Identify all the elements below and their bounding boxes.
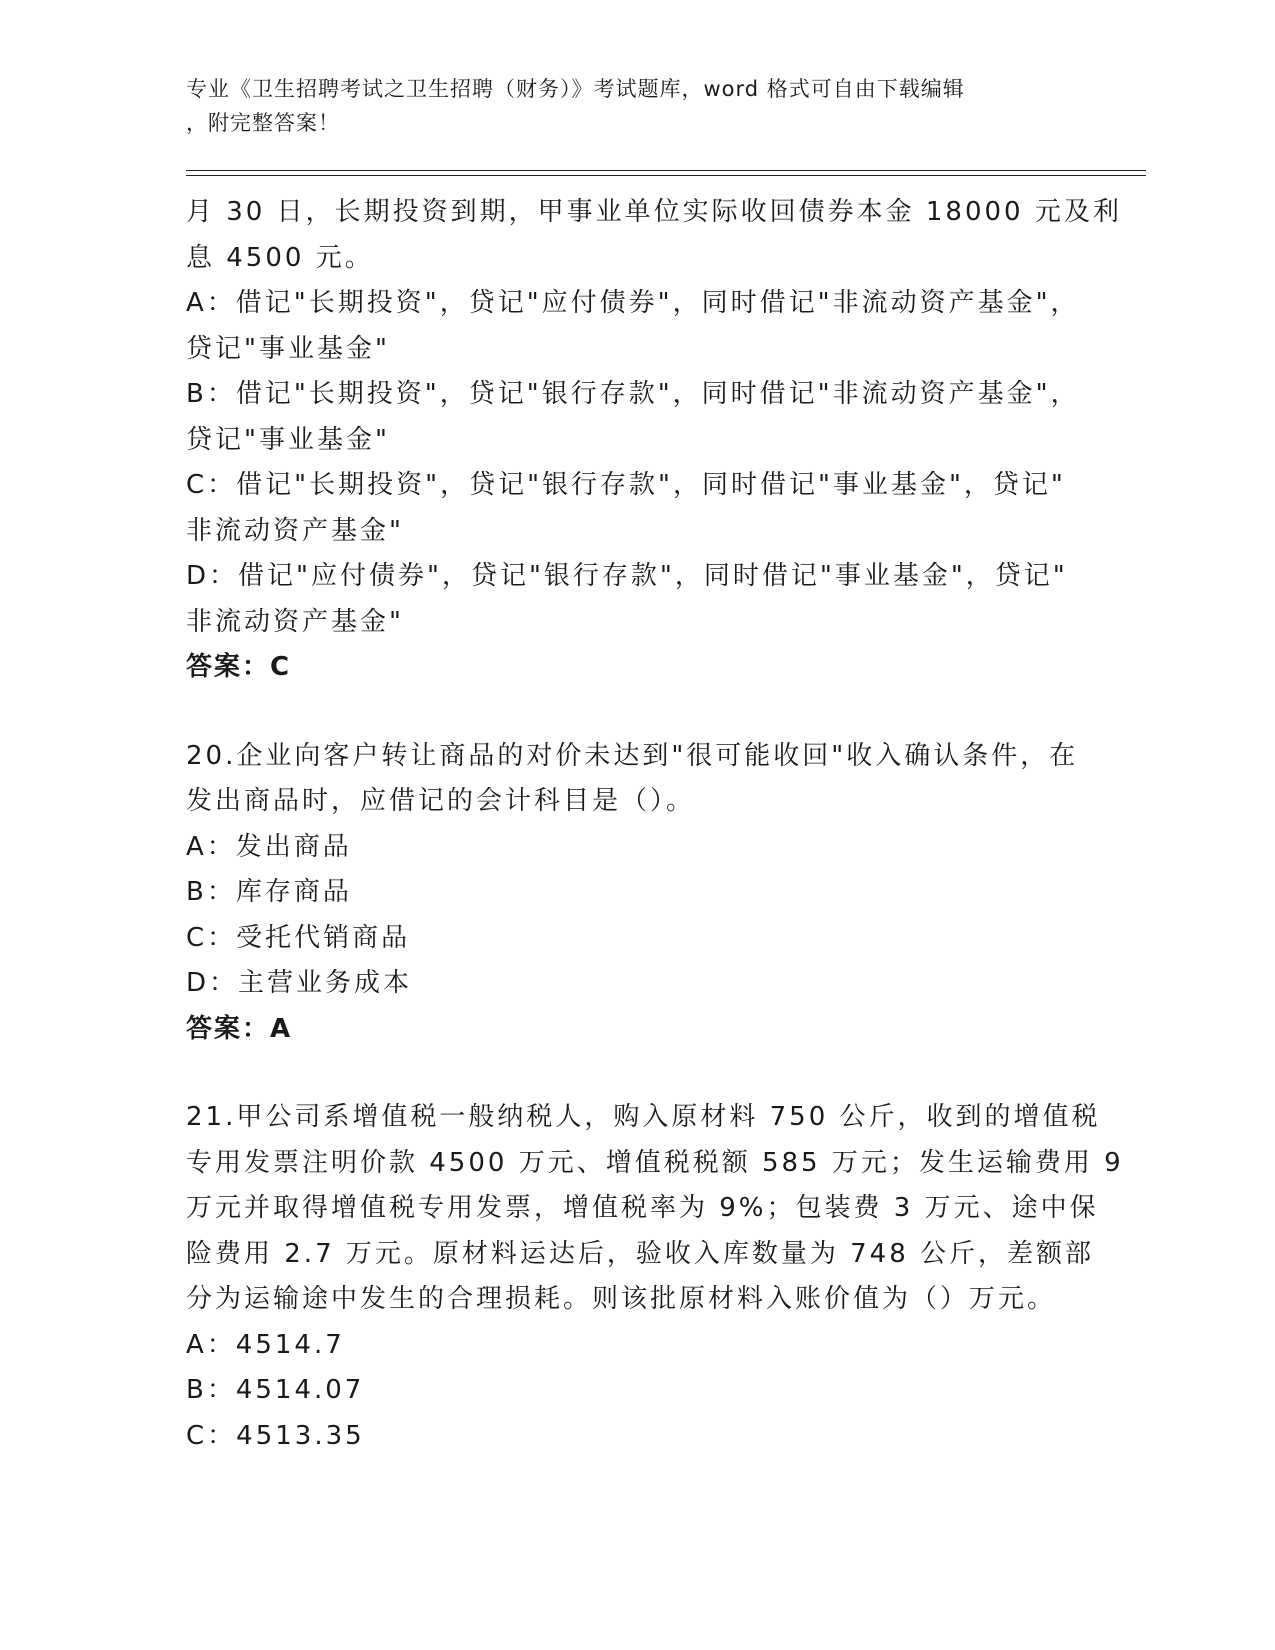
question-21 <box>186 1095 1124 1459</box>
option-b: B：库存商品 <box>186 877 352 907</box>
question-stem-line: 专用发票注明价款 4500 万元、增值税税额 585 万元；发生运输费用 9 <box>186 1147 1124 1178</box>
header-line-1: 专业《卫生招聘考试之卫生招聘（财务）》考试题库，word 格式可自由下载编辑 <box>186 77 965 101</box>
question-stem-line: 月 30 日，长期投资到期，甲事业单位实际收回债券本金 18000 元及利 <box>186 197 1122 227</box>
header-divider-top <box>186 170 1146 171</box>
option-a: A：发出商品 <box>186 831 352 862</box>
question-stem-line: 分为运输途中发生的合理损耗。则该批原材料入账价值为（）万元。 <box>186 1284 1057 1314</box>
question-stem-line: 20.企业向客户转让商品的对价未达到"很可能收回"收入确认条件，在 <box>186 740 1079 771</box>
option-b: B：4514.07 <box>186 1375 365 1405</box>
option-a: A：借记"长期投资"，贷记"应付债券"，同时借记"非流动资产基金"， 贷记"事业基金" <box>186 288 1080 364</box>
option-a: A：4514.7 <box>186 1329 345 1360</box>
option-c: C：受托代销商品 <box>186 922 411 953</box>
question-content <box>186 190 1124 1459</box>
option-c: C：4513.35 <box>186 1420 365 1451</box>
header-divider-bottom <box>186 175 1146 176</box>
answer-label: 答案：C <box>186 652 292 682</box>
question-stem-line: 发出商品时，应借记的会计科目是（）。 <box>186 786 696 816</box>
question-stem-line: 万元并取得增值税专用发票，增值税率为 9%；包装费 3 万元、途中保 <box>186 1193 1099 1223</box>
question-stem-line: 21.甲公司系增值税一般纳税人，购入原材料 750 公斤，收到的增值税 <box>186 1102 1101 1132</box>
question-20 <box>186 734 1086 1053</box>
question-19-continuation <box>186 190 1122 691</box>
question-stem-line: 险费用 2.7 万元。原材料运达后，验收入库数量为 748 公斤，差额部 <box>186 1238 1095 1269</box>
option-b: B：借记"长期投资"，贷记"银行存款"，同时借记"非流动资产基金"， 贷记"事业基金" <box>186 379 1080 455</box>
answer-label: 答案：A <box>186 1013 293 1044</box>
header-line-2: ，附完整答案！ <box>186 111 340 135</box>
option-d: D：借记"应付债券"，贷记"银行存款"，同时借记"事业基金"，贷记" 非流动资产基金" <box>186 561 1068 637</box>
option-c: C：借记"长期投资"，贷记"银行存款"，同时借记"事业基金"，贷记" 非流动资产基金" <box>186 470 1066 546</box>
option-d: D：主营业务成本 <box>186 968 413 998</box>
question-stem-line: 息 4500 元。 <box>186 242 374 273</box>
document-header <box>186 72 1066 140</box>
